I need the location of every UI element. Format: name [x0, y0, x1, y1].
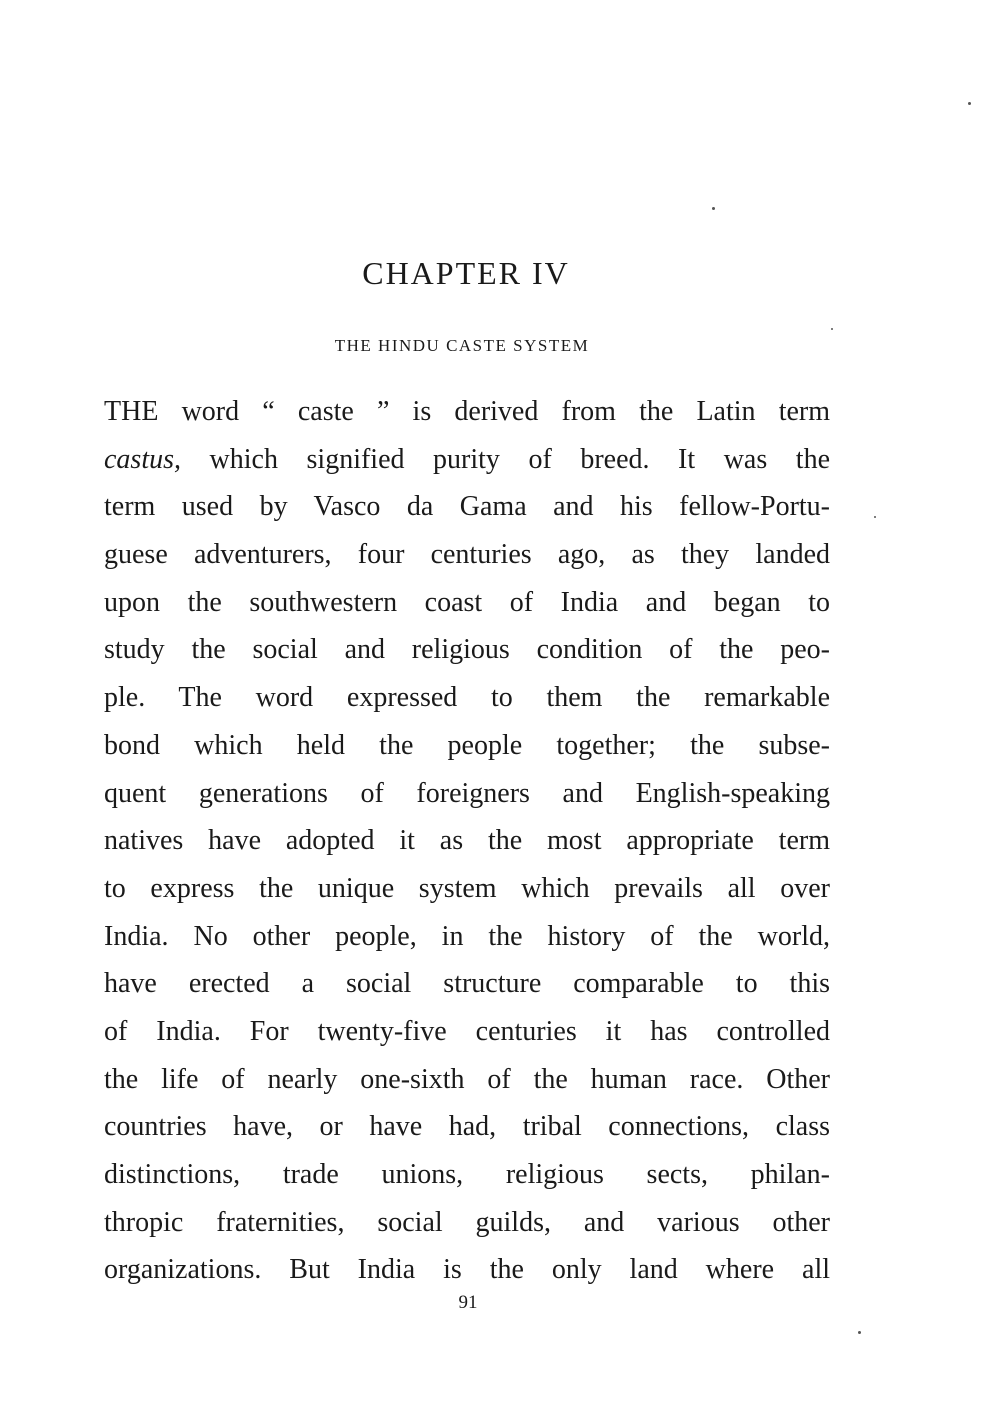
drop-word: THE [104, 396, 159, 427]
text-line: distinctions, trade unions, religious sects, philan- [104, 1159, 830, 1190]
text-line: have erected a social structure comparable to this [104, 968, 830, 1000]
text-line: ple. The word expressed to them the remarkable [104, 682, 830, 714]
text-line: guese adventurers, four centuries ago, as they landed [104, 539, 830, 571]
text-line: thropic fraternities, social guilds, and various other [104, 1206, 830, 1238]
scan-speck [968, 102, 971, 105]
text-line: to express the unique system which prevails all over [104, 872, 830, 904]
text-line: quent generations of foreigners and English-speaking [104, 777, 830, 809]
text-line: of India. For twenty-five centuries it has controlled [104, 1015, 830, 1047]
body-paragraph [104, 388, 830, 1294]
text-line: study the social and religious condition of the peo- [104, 634, 830, 666]
scan-speck [874, 516, 876, 518]
text-line: natives have adopted it as the most appropriate term [104, 825, 830, 857]
text-line: countries have, or have had, tribal connections, class [104, 1111, 830, 1143]
text-line-rest: word “ caste ” is derived from the Latin term [158, 396, 830, 427]
text-line [104, 436, 830, 484]
text-line: term used by Vasco da Gama and his fellow-Portu- [104, 491, 830, 523]
text-line: upon the southwestern coast of India and began to [104, 586, 830, 618]
scan-speck [831, 328, 833, 330]
chapter-title: CHAPTER IV [362, 255, 570, 291]
italic-term: castus, [104, 443, 181, 475]
text-line: bond which held the people together; the subse- [104, 729, 830, 761]
scan-speck [858, 1331, 861, 1334]
chapter-subtitle: THE HINDU CASTE SYSTEM [334, 336, 590, 355]
text-line: India. No other people, in the history of the world, [104, 920, 830, 952]
scan-speck [712, 207, 715, 210]
page-number: 91 [458, 1292, 478, 1313]
text-line: organizations. But India is the only land where all [104, 1254, 830, 1286]
text-line [104, 388, 830, 436]
text-line-rest: which signified purity of breed. It was the [181, 443, 830, 475]
text-line: the life of nearly one-sixth of the human race. Other [104, 1063, 830, 1095]
